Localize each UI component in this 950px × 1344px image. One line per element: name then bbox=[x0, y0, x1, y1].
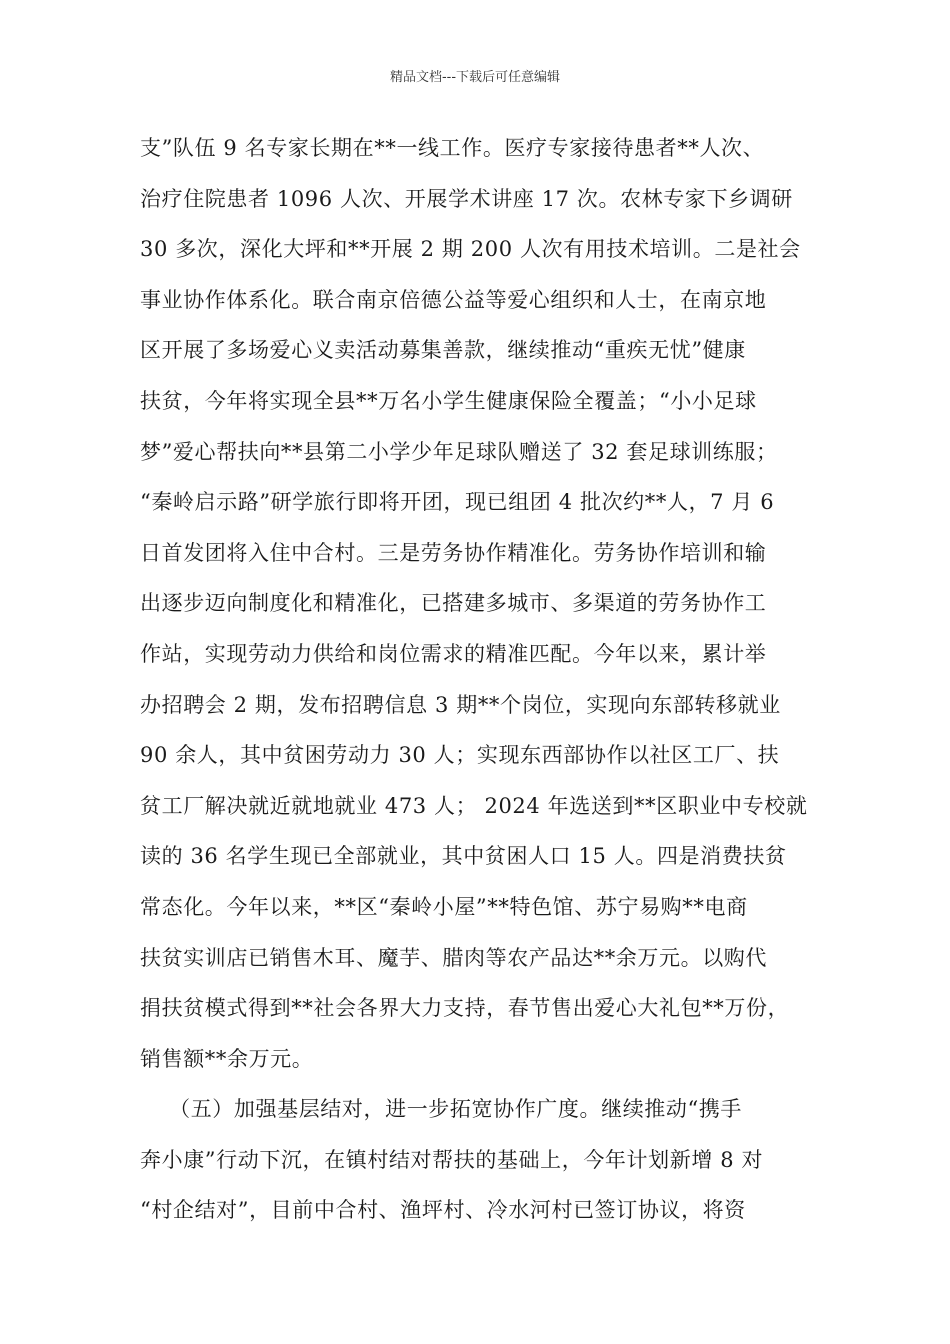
text-line: 扶贫实训店已销售木耳、魔芋、腊肉等农产品达**余万元。以购代 bbox=[140, 945, 767, 970]
text-line: 梦”爱心帮扶向**县第二小学少年足球队赠送了 32 套足球训练服； bbox=[140, 439, 778, 464]
text-line: 事业协作体系化。联合南京倍德公益等爱心组织和人士，在南京地 bbox=[140, 287, 767, 312]
text-line: 捐扶贫模式得到**社会各界大力支持，春节售出爱心大礼包**万份， bbox=[140, 996, 790, 1021]
text-line: 贫工厂解决就近就地就业 473 人； 2024 年选送到**区职业中专校就 bbox=[140, 793, 808, 818]
text-line: 日首发团将入住中合村。三是劳务协作精准化。劳务协作培训和输 bbox=[140, 540, 767, 565]
text-line: 30 多次，深化大坪和**开展 2 期 200 人次有用技术培训。二是社会 bbox=[140, 237, 801, 262]
text-line: 扶贫，今年将实现全县**万名小学生健康保险全覆盖；“小小足球 bbox=[140, 388, 757, 413]
text-line: 常态化。今年以来，**区“秦岭小屋”**特色馆、苏宁易购**电商 bbox=[140, 894, 748, 919]
text-line: 治疗住院患者 1096 人次、开展学术讲座 17 次。农林专家下乡调研 bbox=[140, 186, 793, 211]
text-line: 出逐步迈向制度化和精准化，已搭建多城市、多渠道的劳务协作工 bbox=[140, 591, 767, 616]
text-line: “村企结对”，目前中合村、渔坪村、冷水河村已签订协议，将资 bbox=[140, 1198, 746, 1223]
text-line: 奔小康”行动下沉，在镇村结对帮扶的基础上，今年计划新增 8 对 bbox=[140, 1147, 764, 1172]
text-line: 销售额**余万元。 bbox=[140, 1046, 314, 1071]
text-line: 区开展了多场爱心义卖活动募集善款，继续推动“重疾无忧”健康 bbox=[140, 338, 746, 363]
text-line: 办招聘会 2 期，发布招聘信息 3 期**个岗位，实现向东部转移就业 bbox=[140, 692, 781, 717]
text-line: 作站，实现劳动力供给和岗位需求的精准匹配。今年以来，累计举 bbox=[140, 641, 767, 666]
document-body bbox=[140, 128, 830, 1241]
text-line: （五）加强基层结对，进一步拓宽协作广度。继续推动“携手 bbox=[140, 1097, 743, 1122]
page-header: 精品文档---下载后可任意编辑 bbox=[389, 70, 561, 85]
text-line: 90 余人，其中贫困劳动力 30 人；实现东西部协作以社区工厂、扶 bbox=[140, 743, 780, 768]
text-line: “秦岭启示路”研学旅行即将开团，现已组团 4 批次约**人，7 月 6 bbox=[140, 490, 775, 515]
text-line: 读的 36 名学生现已全部就业，其中贫困人口 15 人。四是消费扶贫 bbox=[140, 844, 787, 869]
text-line: 支”队伍 9 名专家长期在**一线工作。医疗专家接待患者**人次、 bbox=[140, 136, 765, 160]
